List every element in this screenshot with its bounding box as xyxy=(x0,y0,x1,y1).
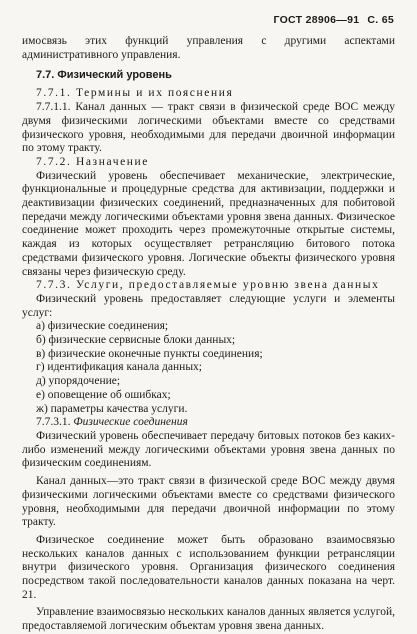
list-item: а) физические соединения; xyxy=(36,320,169,333)
running-header xyxy=(22,14,395,26)
list-item: в) физические оконечные пункты соединения; xyxy=(36,347,263,360)
list-item: б) физические сервисные блоки данных; xyxy=(36,334,236,347)
physical-connections-paragraph-3: Физическое соединение может быть образовано взаимосвязью нескольких каналов данных с использованием функции ретрансляции внутри физического уровня. Организация физического соединения посредством такой последовательности каналов данных показана на черт. 21. xyxy=(22,533,395,601)
section-title: 7.7. Физический уровень xyxy=(36,69,172,82)
services-list xyxy=(22,320,395,416)
page-number: С. 65 xyxy=(367,14,394,26)
list-item: д) упорядочение; xyxy=(36,375,121,388)
physical-connections-paragraph-4: Управление взаимосвязью нескольких каналов данных является услугой, предоставляемой логическим объектам уровня звена данных. xyxy=(22,606,395,633)
subsection-title-purpose: 7.7.2. Назначение xyxy=(36,155,150,168)
list-item: е) оповещение об ошибках; xyxy=(36,388,171,401)
list-item: г) идентификация канала данных; xyxy=(36,361,202,374)
subsection-title-terms: 7.7.1. Термины и их пояснения xyxy=(36,87,234,100)
intro-paragraph: имосвязь этих функций управления с другими аспектами административного управления. xyxy=(22,35,395,61)
services-intro: Физический уровень предоставляет следующие услуги и элементы услуг: xyxy=(22,292,395,319)
list-item: ж) параметры качества услуги. xyxy=(36,402,188,415)
standard-number: ГОСТ 28906—91 xyxy=(273,14,360,26)
purpose-paragraph: Физический уровень обеспечивает механические, электрические, функциональные и процедурные средства для активизации, поддержки и деактивизации физических соединений, предназначенных для побитовой передачи между логическими объектами уровня звена данных. Физическое соединение может проходить через промежуточные открытые системы, каждая из которых осуществляет ретрансляцию битового потока средствами физического уровня. Логические объекты физического уровня связаны через физическую среду. xyxy=(22,169,395,278)
subsection-title-physical-connections: 7.7.3.1. Физические соединения xyxy=(36,416,188,429)
definition-data-channel: 7.7.1.1. Канал данных — тракт связи в физической среде ВОС между двумя физическими логическими объектами вместе со средствами физического уровня, необходимыми для передачи двоичной информации по этому тракту. xyxy=(22,101,395,155)
physical-connections-paragraph-1: Физический уровень обеспечивает передачу битовых потоков без каких-либо изменений между логическими объектами уровня звена данных по физическим соединениям. xyxy=(22,429,395,470)
physical-connections-paragraph-2: Канал данных—это тракт связи в физической среде ВОС между двумя физическими логическими объектами вместе со средствами физического уровня, необходимыми для передачи двоичной информации по этому тракту. xyxy=(22,475,395,529)
subsection-title-services: 7.7.3. Услуги, предоставляемые уровню звена данных xyxy=(36,279,380,292)
